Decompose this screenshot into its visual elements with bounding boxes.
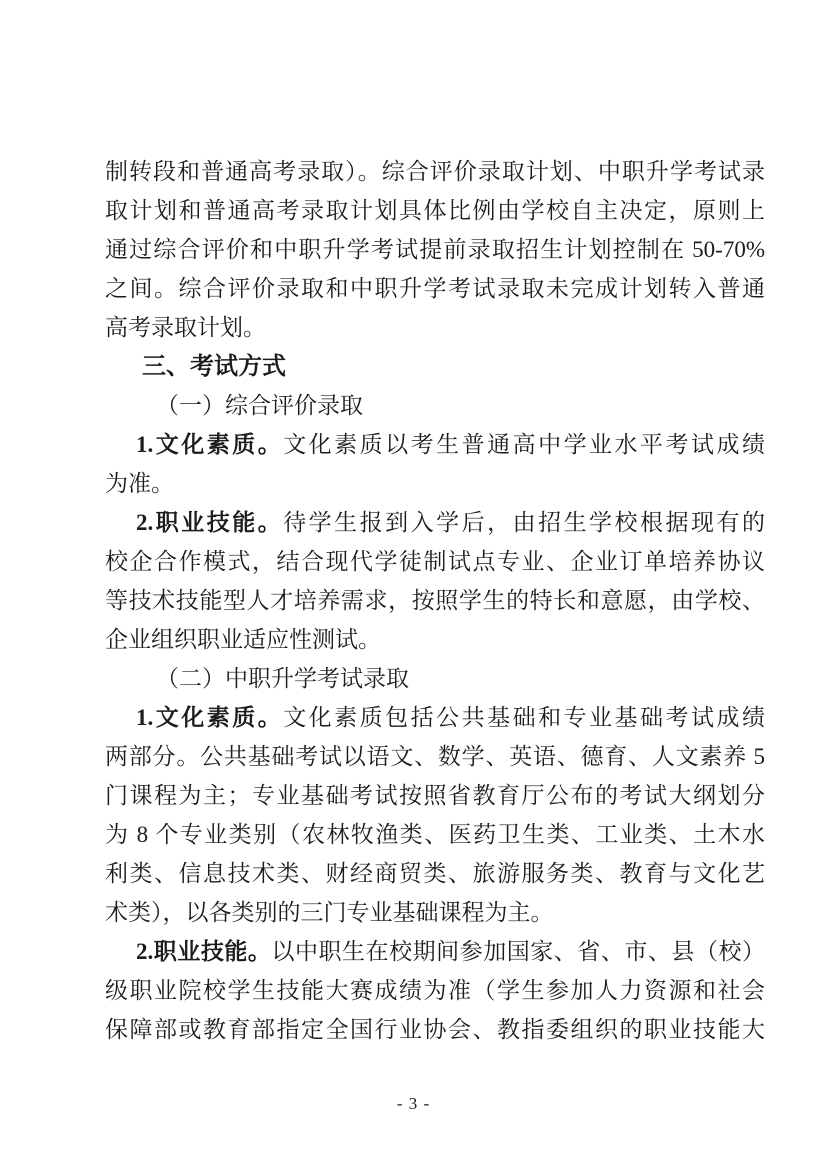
body-line: [105, 269, 765, 308]
subheading-line: [105, 659, 765, 698]
line-text: 三、考试方式: [142, 352, 286, 380]
subheading-line: [105, 386, 765, 425]
body-line: [105, 230, 765, 269]
line-text: （一）综合评价录取: [156, 393, 363, 418]
body-line: [105, 152, 765, 191]
body-line: [105, 893, 765, 932]
body-line: [105, 542, 765, 581]
line-text: 通过综合评价和中职升学考试提前录取招生计划控制在 50-70%: [105, 237, 765, 262]
line-text: 企业组织职业适应性测试。: [105, 627, 381, 652]
line-text: 级职业院校学生技能大赛成绩为准（学生参加人力资源和社会: [105, 978, 765, 1003]
line-text: 利类、信息技术类、财经商贸类、旅游服务类、教育与文化艺: [105, 861, 765, 886]
body-line: [105, 854, 765, 893]
line-text: 文化素质以考生普通高中学业水平考试成绩: [283, 432, 766, 457]
line-text: 之间。综合评价录取和中职升学考试录取未完成计划转入普通: [105, 276, 765, 301]
body-line: [105, 815, 765, 854]
line-text: 门课程为主；专业基础考试按照省教育厅公布的考试大纲划分: [105, 783, 765, 808]
body-line: [105, 503, 765, 542]
line-text: 文化素质包括公共基础和专业基础考试成绩: [283, 705, 766, 730]
line-text: 取计划和普通高考录取计划具体比例由学校自主决定，原则上: [105, 198, 765, 223]
line-text: 为准。: [105, 471, 174, 496]
line-text: （二）中职升学考试录取: [156, 666, 409, 691]
line-text: 两部分。公共基础考试以语文、数学、英语、德育、人文素养 5: [105, 744, 765, 769]
line-text: 为 8 个专业类别（农林牧渔类、医药卫生类、工业类、土木水: [105, 822, 765, 847]
body-line: [105, 1010, 765, 1049]
body-line: [105, 776, 765, 815]
body-line: [105, 620, 765, 659]
heading-line: [105, 347, 765, 386]
body-line: [105, 932, 765, 971]
body-line: [105, 698, 765, 737]
bold-lead-label: 2.职业技能。: [136, 510, 284, 535]
line-text: 以中职生在校期间参加国家、省、市、县（校）: [271, 939, 766, 964]
line-text: 术类），以各类别的三门专业基础课程为主。: [105, 900, 554, 925]
bold-lead-label: 2.职业技能。: [136, 939, 272, 964]
body-line: [105, 971, 765, 1010]
bold-lead-label: 1.文化素质。: [136, 432, 284, 457]
document-body: [105, 152, 765, 1049]
line-text: 校企合作模式，结合现代学徒制试点专业、企业订单培养协议: [105, 549, 765, 574]
line-text: 待学生报到入学后，由招生学校根据现有的: [283, 510, 766, 535]
bold-lead-label: 1.文化素质。: [136, 705, 284, 730]
body-line: [105, 308, 765, 347]
line-text: 高考录取计划。: [105, 315, 266, 340]
body-line: [105, 581, 765, 620]
body-line: [105, 191, 765, 230]
line-text: 等技术技能型人才培养需求，按照学生的特长和意愿，由学校、: [105, 588, 765, 613]
body-line: [105, 425, 765, 464]
body-line: [105, 737, 765, 776]
page-number: - 3 -: [396, 1094, 431, 1113]
body-line: [105, 464, 765, 503]
line-text: 保障部或教育部指定全国行业协会、教指委组织的职业技能大: [105, 1017, 765, 1042]
line-text: 制转段和普通高考录取）。综合评价录取计划、中职升学考试录: [105, 159, 765, 184]
